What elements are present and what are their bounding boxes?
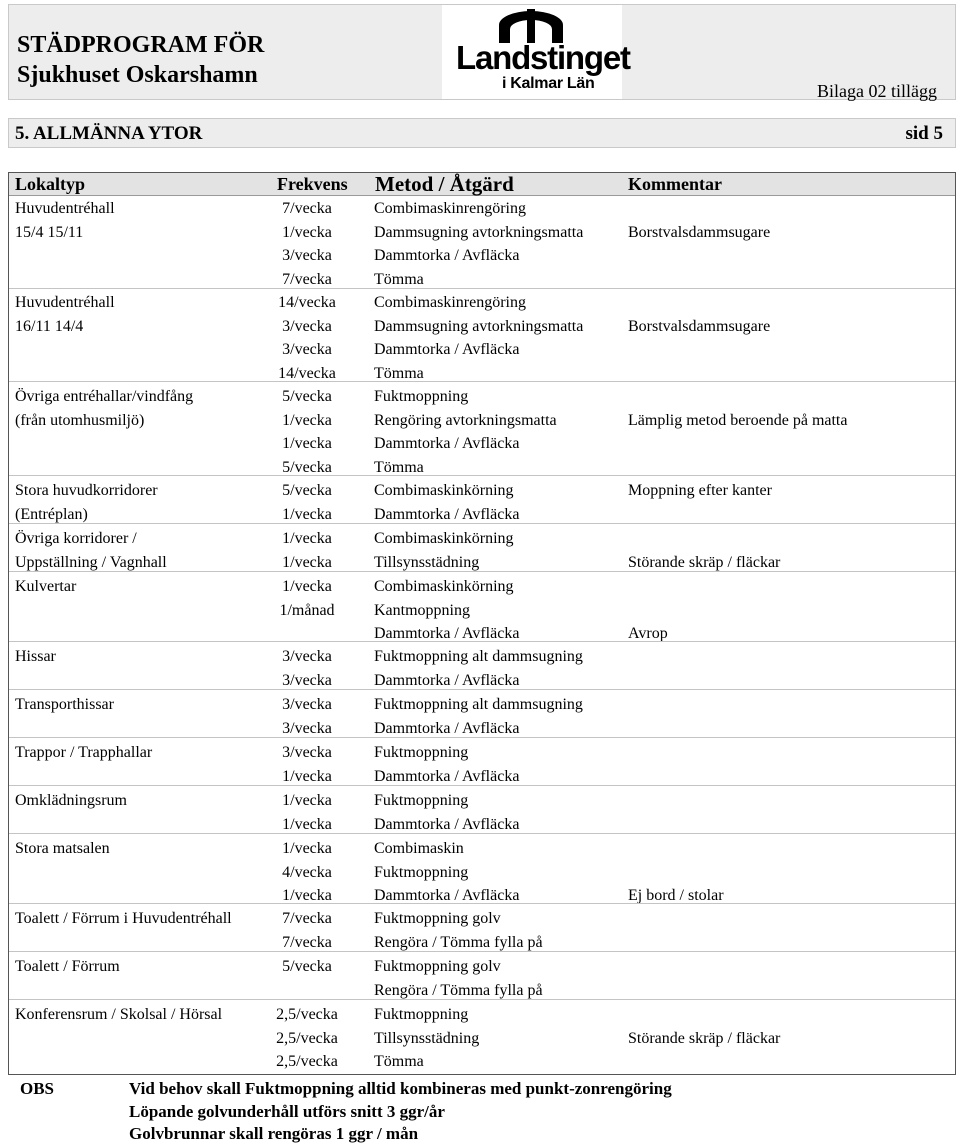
comment-cell <box>628 385 847 432</box>
comment-cell-line: Lämplig metod beroende på matta <box>628 411 848 429</box>
frequency-cell-line: 1/månad <box>279 601 335 619</box>
frequency-cell-line: 1/vecka <box>282 435 332 452</box>
area-cell-line: Toalett / Förrum <box>15 958 120 975</box>
frequency-cell-line: 5/vecka <box>282 958 332 975</box>
area-cell-line: Övriga korridorer / <box>15 530 137 547</box>
frequency-cell <box>262 575 352 622</box>
method-cell <box>374 789 519 836</box>
comment-cell-line <box>628 837 724 861</box>
organization-logo <box>442 5 630 99</box>
method-cell-line: Rengöra / Tömma fylla på <box>374 933 543 951</box>
method-cell-line: Dammsugning avtorkningsmatta <box>374 223 584 241</box>
area-cell-line: 16/11 14/4 <box>15 317 84 335</box>
frequency-cell <box>262 385 352 479</box>
frequency-cell <box>262 645 352 692</box>
comment-cell-line <box>628 575 668 599</box>
method-cell-line: Combimaskinrengöring <box>374 294 526 311</box>
section-title: 5. ALLMÄNNA YTOR <box>15 123 203 144</box>
page-number: sid 5 <box>905 123 943 144</box>
method-cell <box>374 527 514 574</box>
section-bar <box>8 118 956 148</box>
method-cell <box>374 693 583 740</box>
comment-cell-line <box>628 385 847 409</box>
frequency-cell-line: 1/vecka <box>282 887 332 904</box>
area-cell-line: Uppställning / Vagnhall <box>15 553 167 571</box>
comment-cell-line <box>628 527 780 551</box>
notes-label: OBS <box>20 1079 55 1098</box>
area-cell <box>15 197 115 244</box>
method-cell-line: Tillsynsstädning <box>374 1029 480 1047</box>
comment-cell-line: Störande skräp / fläckar <box>628 1029 781 1047</box>
row-divider <box>9 999 955 1000</box>
row-divider <box>9 737 955 738</box>
comment-cell <box>628 479 772 503</box>
frequency-cell <box>262 291 352 385</box>
frequency-cell-line: 3/vecka <box>282 317 332 335</box>
method-cell-line: Dammtorka / Avfläcka <box>374 887 520 904</box>
area-cell <box>15 527 167 574</box>
method-cell <box>374 575 519 646</box>
comment-cell <box>628 575 668 646</box>
frequency-cell <box>262 527 352 574</box>
comment-cell <box>628 197 770 244</box>
area-cell <box>15 645 56 669</box>
method-cell-line: Rengöring avtorkningsmatta <box>374 411 557 429</box>
frequency-cell-line: 3/vecka <box>282 341 332 358</box>
frequency-cell-line: 2,5/vecka <box>276 1029 338 1047</box>
document-subtitle: Sjukhuset Oskarshamn <box>17 62 258 88</box>
row-divider <box>9 785 955 786</box>
area-cell <box>15 291 115 338</box>
row-divider <box>9 523 955 524</box>
frequency-cell <box>262 693 352 740</box>
area-cell-line: (från utomhusmiljö) <box>15 411 145 429</box>
method-cell-line: Tömma <box>374 364 424 382</box>
method-cell-line: Fuktmoppning golv <box>374 958 501 975</box>
row-divider <box>9 689 955 690</box>
frequency-cell-line: 5/vecka <box>282 482 332 499</box>
method-cell <box>374 1003 479 1074</box>
area-cell <box>15 789 127 813</box>
document-header <box>8 4 956 100</box>
frequency-cell-line: 3/vecka <box>282 247 332 264</box>
method-cell-line: Dammtorka / Avfläcka <box>374 247 520 264</box>
method-cell <box>374 197 583 291</box>
attachment-label: Bilaga 02 tillägg <box>817 81 937 101</box>
notes-list <box>129 1078 672 1146</box>
method-cell-line: Combimaskinkörning <box>374 530 514 547</box>
frequency-cell <box>262 197 352 291</box>
cleaning-schedule-table <box>8 172 956 1075</box>
frequency-cell <box>262 837 352 908</box>
method-cell-line: Fuktmoppning <box>374 792 469 809</box>
area-cell <box>15 741 152 765</box>
area-cell-line: Huvudentréhall <box>15 200 115 217</box>
method-cell-line: Combimaskinrengöring <box>374 200 526 217</box>
area-cell <box>15 575 76 599</box>
method-cell-line: Tömma <box>374 270 424 288</box>
frequency-cell <box>262 1003 352 1074</box>
method-cell-line: Dammtorka / Avfläcka <box>374 815 520 833</box>
frequency-cell-line: 1/vecka <box>282 505 332 523</box>
row-divider <box>9 381 955 382</box>
note-line: Vid behov skall Fuktmoppning alltid kombineras med punkt-zonrengöring <box>129 1079 672 1098</box>
note-line: Golvbrunnar skall rengöras 1 ggr / mån <box>129 1124 419 1143</box>
frequency-cell-line: 1/vecka <box>282 840 332 857</box>
comment-cell-line: Borstvalsdammsugare <box>628 223 771 241</box>
method-cell <box>374 837 519 908</box>
method-cell <box>374 385 557 479</box>
comment-cell-line: Avrop <box>628 625 668 642</box>
frequency-cell <box>262 789 352 836</box>
frequency-cell-line: 5/vecka <box>282 458 332 476</box>
note-line: Löpande golvunderhåll utförs snitt 3 ggr/år <box>129 1101 445 1121</box>
method-cell-line: Combimaskinkörning <box>374 482 514 499</box>
method-cell-line: Fuktmoppning <box>374 863 469 881</box>
frequency-cell-line: 3/vecka <box>282 648 332 665</box>
frequency-cell <box>262 741 352 788</box>
document-title: STÄDPROGRAM FÖR <box>17 32 265 58</box>
row-divider <box>9 951 955 952</box>
frequency-cell-line: 14/vecka <box>278 294 336 311</box>
row-divider <box>9 833 955 834</box>
method-cell-line: Dammtorka / Avfläcka <box>374 505 520 523</box>
area-cell-line: Övriga entréhallar/vindfång <box>15 388 194 405</box>
table-header-row <box>9 173 955 196</box>
frequency-cell-line: 1/vecka <box>282 223 332 241</box>
frequency-cell <box>262 955 352 979</box>
method-cell <box>374 291 583 385</box>
comment-cell-line: Borstvalsdammsugare <box>628 317 771 335</box>
frequency-cell-line: 7/vecka <box>282 270 332 288</box>
method-cell-line: Tömma <box>374 458 424 476</box>
method-cell-line: Kantmoppning <box>374 601 470 619</box>
column-header-method: Metod / Åtgärd <box>375 172 514 196</box>
method-cell-line: Dammtorka / Avfläcka <box>374 341 520 358</box>
method-cell-line: Fuktmoppning <box>374 744 469 761</box>
method-cell-line: Dammsugning avtorkningsmatta <box>374 317 584 335</box>
method-cell <box>374 741 519 788</box>
method-cell-line: Dammtorka / Avfläcka <box>374 767 520 785</box>
area-cell <box>15 1003 222 1027</box>
frequency-cell-line: 3/vecka <box>282 671 332 689</box>
area-cell-line: Konferensrum / Skolsal / Hörsal <box>15 1006 223 1023</box>
row-divider <box>9 571 955 572</box>
comment-cell-line <box>628 861 724 885</box>
comment-cell-line: Ej bord / stolar <box>628 887 724 904</box>
method-cell <box>374 955 543 1002</box>
method-cell-line: Fuktmoppning alt dammsugning <box>374 648 583 665</box>
method-cell-line: Combimaskinkörning <box>374 578 514 595</box>
area-cell <box>15 693 114 717</box>
row-divider <box>9 903 955 904</box>
frequency-cell-line: 2,5/vecka <box>276 1053 338 1070</box>
area-cell-line: Hissar <box>15 648 56 665</box>
method-cell-line: Dammtorka / Avfläcka <box>374 671 520 689</box>
frequency-cell-line: 1/vecka <box>282 553 332 571</box>
column-header-area: Lokaltyp <box>15 174 86 194</box>
comment-cell-line <box>628 599 668 623</box>
frequency-cell-line: 7/vecka <box>282 910 332 927</box>
method-cell-line: Rengöra / Tömma fylla på <box>374 981 543 999</box>
method-cell-line: Fuktmoppning alt dammsugning <box>374 696 583 713</box>
comment-cell-line <box>628 291 770 315</box>
comment-cell-line <box>628 197 770 221</box>
frequency-cell <box>262 907 352 954</box>
method-cell-line: Dammtorka / Avfläcka <box>374 625 520 642</box>
area-cell-line: Stora matsalen <box>15 840 110 857</box>
area-cell-line: Huvudentréhall <box>15 294 115 311</box>
frequency-cell-line: 5/vecka <box>282 388 332 405</box>
area-cell-line: Stora huvudkorridorer <box>15 482 158 499</box>
area-cell-line: 15/4 15/11 <box>15 223 84 241</box>
method-cell <box>374 645 583 692</box>
method-cell-line: Fuktmoppning golv <box>374 910 501 927</box>
method-cell <box>374 907 543 954</box>
method-cell-line: Tillsynsstädning <box>374 553 480 571</box>
column-header-comment: Kommentar <box>628 174 722 194</box>
method-cell-line: Dammtorka / Avfläcka <box>374 435 520 452</box>
area-cell <box>15 955 120 979</box>
area-cell <box>15 479 158 526</box>
comment-cell-line: Moppning efter kanter <box>628 482 772 499</box>
frequency-cell <box>262 479 352 526</box>
area-cell-line: Omklädningsrum <box>15 792 127 809</box>
comment-cell <box>628 291 770 338</box>
frequency-cell-line: 4/vecka <box>282 863 332 881</box>
row-divider <box>9 475 955 476</box>
comment-cell-line: Störande skräp / fläckar <box>628 553 781 571</box>
comment-cell <box>628 1003 780 1050</box>
frequency-cell-line: 1/vecka <box>282 792 332 809</box>
frequency-cell-line: 14/vecka <box>278 364 336 382</box>
row-divider <box>9 288 955 289</box>
frequency-cell-line: 3/vecka <box>282 696 332 713</box>
frequency-cell-line: 7/vecka <box>282 933 332 951</box>
area-cell-line: Transporthissar <box>15 696 114 713</box>
method-cell-line: Combimaskin <box>374 840 464 857</box>
frequency-cell-line: 1/vecka <box>282 578 332 595</box>
frequency-cell-line: 2,5/vecka <box>276 1006 338 1023</box>
frequency-cell-line: 1/vecka <box>282 767 332 785</box>
comment-cell-line <box>628 1003 780 1027</box>
row-divider <box>9 641 955 642</box>
area-cell-line: Toalett / Förrum i Huvudentréhall <box>15 910 232 927</box>
frequency-cell-line: 1/vecka <box>282 815 332 833</box>
frequency-cell-line: 1/vecka <box>282 411 332 429</box>
method-cell <box>374 479 519 526</box>
area-cell-line: Kulvertar <box>15 578 77 595</box>
frequency-cell-line: 3/vecka <box>282 744 332 761</box>
frequency-cell-line: 1/vecka <box>282 530 332 547</box>
area-cell <box>15 907 232 931</box>
method-cell-line: Fuktmoppning <box>374 1006 469 1023</box>
comment-cell <box>628 837 724 908</box>
area-cell-line: (Entréplan) <box>15 505 88 523</box>
frequency-cell-line: 3/vecka <box>282 719 332 737</box>
logo-subtext: i Kalmar Län <box>502 75 595 92</box>
area-cell <box>15 385 193 432</box>
logo-text: Landstinget <box>456 39 630 76</box>
method-cell-line: Fuktmoppning <box>374 388 469 405</box>
method-cell-line: Tömma <box>374 1053 424 1070</box>
area-cell-line: Trappor / Trapphallar <box>15 744 153 761</box>
frequency-cell-line: 7/vecka <box>282 200 332 217</box>
method-cell-line: Dammtorka / Avfläcka <box>374 719 520 737</box>
column-header-frequency: Frekvens <box>277 174 348 194</box>
comment-cell <box>628 527 780 574</box>
area-cell <box>15 837 110 861</box>
